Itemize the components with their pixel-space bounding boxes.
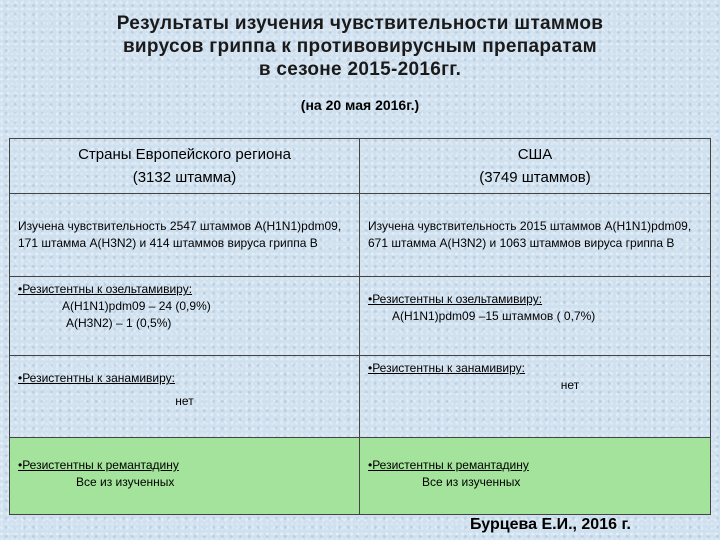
- header-usa: [360, 139, 711, 194]
- resistance-table: [9, 138, 711, 515]
- title-line-1: Результаты изучения чувствительности штаммов: [116, 13, 604, 34]
- page-title: [60, 12, 660, 81]
- table-row: [10, 194, 711, 277]
- usa-oseltamivir-label: •Резистентны к озельтамивиру:: [368, 292, 543, 306]
- europe-oseltamivir-cell: [10, 277, 360, 356]
- header-europe: [10, 139, 360, 194]
- usa-oseltamivir-cell: [360, 277, 711, 356]
- europe-rimantadine-cell: [10, 438, 360, 515]
- header-europe-count: (3132 штамма): [132, 169, 237, 186]
- europe-studied-cell: Изучена чувствительность 2547 штаммов А(H1N1)pdm09, 171 штамма А(H3N2) и 414 штаммов вируса гриппа В: [10, 194, 360, 277]
- table-row: [10, 277, 711, 356]
- usa-oseltamivir-h1n1: А(H1N1)pdm09 –15 штаммов ( 0,7%): [392, 309, 596, 323]
- europe-oseltamivir-h3n2: А(H3N2) – 1 (0,5%): [66, 316, 172, 330]
- title-line-2: вирусов гриппа к противовирусным препаратам: [122, 36, 598, 57]
- europe-zanamivir-cell: [10, 356, 360, 438]
- table-row: [10, 356, 711, 438]
- title-line-3: в сезоне 2015-2016гг.: [258, 59, 462, 80]
- usa-rimantadine-label: •Резистентны к ремантадину: [368, 458, 529, 472]
- header-usa-count: (3749 штаммов): [479, 169, 591, 186]
- europe-rimantadine-label: •Резистентны к ремантадину: [18, 458, 179, 472]
- author-citation: Бурцева Е.И., 2016 г.: [470, 516, 631, 533]
- europe-zanamivir-value: нет: [175, 394, 194, 408]
- usa-zanamivir-cell: [360, 356, 711, 438]
- table-row: [10, 438, 711, 515]
- header-europe-title: Страны Европейского региона: [78, 146, 291, 163]
- europe-oseltamivir-h1n1: А(H1N1)pdm09 – 24 (0,9%): [62, 299, 211, 313]
- usa-rimantadine-value: Все из изученных: [422, 475, 521, 489]
- usa-rimantadine-cell: [360, 438, 711, 515]
- europe-rimantadine-value: Все из изученных: [76, 475, 175, 489]
- usa-zanamivir-value: нет: [560, 378, 580, 392]
- header-usa-title: США: [517, 146, 553, 163]
- europe-oseltamivir-label: •Резистентны к озельтамивиру:: [18, 282, 193, 296]
- usa-zanamivir-label: •Резистентны к занамивиру:: [368, 361, 526, 375]
- subtitle-date: (на 20 мая 2016г.): [300, 97, 420, 113]
- europe-zanamivir-label: •Резистентны к занамивиру:: [18, 371, 176, 385]
- usa-studied-cell: Изучена чувствительность 2015 штаммов А(H1N1)pdm09, 671 штамма А(H3N2) и 1063 штаммов вируса гриппа В: [360, 194, 711, 277]
- table-header-row: [10, 139, 711, 194]
